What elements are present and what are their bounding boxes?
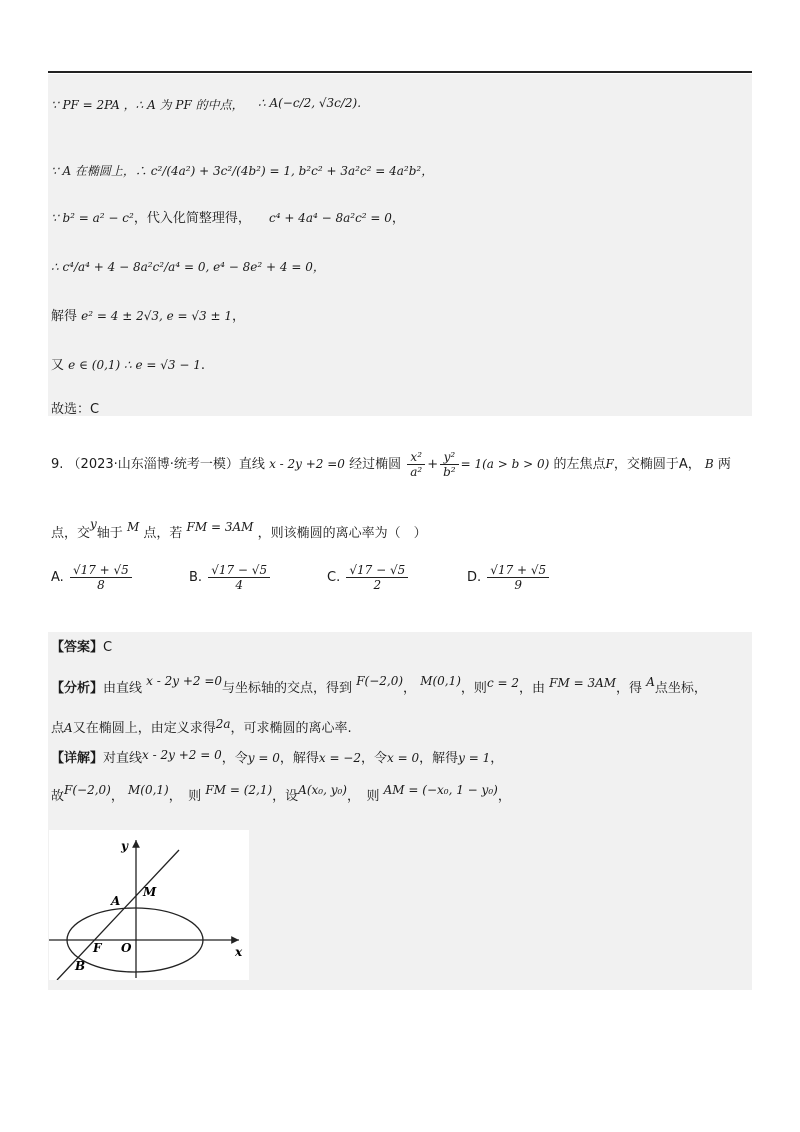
prev-line-2-text: ∵ A 在椭圆上，∴ c²/(4a²) + 3c²/(4b²) = 1, b²c² + 3a²c² = 4a²b²， bbox=[51, 164, 434, 178]
prev-line-3 bbox=[51, 207, 405, 226]
analysis-f: F(−2,0) bbox=[356, 674, 404, 688]
detail2-am: AM = (−x₀, 1 − y₀) bbox=[383, 783, 498, 797]
detail-a: 对直线 bbox=[103, 751, 143, 766]
question-text-c: 的左焦点 bbox=[553, 457, 606, 472]
option-b-label: B. bbox=[189, 570, 203, 585]
option-d[interactable] bbox=[467, 563, 551, 592]
label-x: x bbox=[235, 945, 243, 959]
top-rule bbox=[48, 71, 752, 73]
option-a-label: A. bbox=[51, 570, 64, 585]
prev-line-6-c: . bbox=[200, 358, 206, 373]
label-o: O bbox=[121, 941, 132, 955]
option-c-frac bbox=[346, 563, 408, 592]
label-a: A bbox=[111, 894, 121, 908]
question-line2-b: 轴于 bbox=[96, 526, 123, 541]
analysis-m: M(0,1) bbox=[420, 674, 461, 688]
analysis-vec: FM = 3AM bbox=[549, 676, 617, 690]
detail-x: x = −2 bbox=[318, 751, 361, 765]
detail-tag: 【详解】 bbox=[51, 751, 104, 766]
analysis-h: 点坐标， bbox=[654, 681, 707, 696]
detail2-f: F(−2,0) bbox=[64, 783, 111, 797]
analysis-a: 由直线 bbox=[103, 681, 143, 696]
question-line2-d: ，则该椭圆的离心率为（ ） bbox=[257, 526, 427, 541]
question-text-e: ， bbox=[687, 457, 701, 472]
detail-line-1 bbox=[51, 747, 503, 766]
detail2-e: ， 则 bbox=[346, 789, 380, 804]
option-b-frac bbox=[208, 563, 270, 592]
ellipse-y-term bbox=[440, 450, 459, 479]
prev-line-6-b: e ∈ (0,1) ∴ e = √3 − 1 bbox=[68, 358, 201, 372]
prev-line-6-a: 又 bbox=[51, 358, 65, 373]
analysis-line-1 bbox=[51, 674, 707, 696]
prev-line-1-b: ∴ A(−c/2, √3c/2). bbox=[258, 96, 362, 110]
question-line2-c: 点，若 bbox=[143, 526, 183, 541]
answer-line bbox=[51, 636, 112, 655]
detail2-g: ， bbox=[497, 789, 511, 804]
prev-line-5-c: ， bbox=[232, 309, 246, 324]
ellipse-x-num: x² bbox=[407, 450, 425, 465]
analysis-c2: c = 2 bbox=[486, 676, 519, 690]
option-c-label: C. bbox=[327, 570, 341, 585]
analysis2-2a: 2a bbox=[215, 717, 231, 731]
analysis2-a: 点 bbox=[51, 721, 65, 736]
analysis-g: ，得 bbox=[616, 681, 643, 696]
question-number: 9. bbox=[51, 457, 64, 472]
prev-answer bbox=[51, 398, 99, 417]
question-focus: F bbox=[605, 457, 614, 471]
prev-line-4 bbox=[51, 258, 325, 275]
ellipse-rest: = 1(a > b > 0) bbox=[460, 457, 550, 471]
detail-y1: y = 1 bbox=[458, 751, 491, 765]
option-a[interactable] bbox=[51, 563, 134, 592]
option-c-den: 2 bbox=[373, 578, 382, 592]
label-m: M bbox=[143, 885, 157, 899]
detail-b: ，令 bbox=[221, 751, 248, 766]
prev-line-6 bbox=[51, 354, 205, 373]
detail2-a: 故 bbox=[51, 789, 65, 804]
question-line2-a: 点，交 bbox=[51, 526, 91, 541]
question-text-d: ，交椭圆于 bbox=[613, 457, 679, 472]
option-b-num: √17 − √5 bbox=[208, 563, 270, 578]
prev-line-2 bbox=[51, 162, 433, 179]
detail2-a0: A(x₀, y₀) bbox=[298, 783, 347, 797]
option-c-num: √17 − √5 bbox=[346, 563, 408, 578]
question-line-1: 9. （2023·山东淄博·统考一模）直线 x - 2y +2 =0 经过椭圆 $\frac{\text{x²}}{\text{a²}}$ + $\frac{\text{y²}}{\text{b²}}$ = 1(a > b > 0) 的左焦点F，交椭圆于A， B 两 bbox=[51, 450, 731, 479]
label-f: F bbox=[93, 941, 102, 955]
detail-d: ，令 bbox=[361, 751, 388, 766]
prev-line-4-text: ∴ c⁴/a⁴ + 4 − 8a²c²/a⁴ = 0, e⁴ − 8e² + 4 = 0， bbox=[51, 260, 325, 274]
analysis-pa: A bbox=[646, 675, 655, 689]
question-text-b: 经过椭圆 bbox=[349, 457, 402, 472]
detail2-b: ， bbox=[110, 789, 124, 804]
detail2-m: M(0,1) bbox=[128, 783, 169, 797]
prev-line-1b bbox=[258, 96, 361, 111]
label-b: B bbox=[75, 959, 86, 973]
analysis-c: ， bbox=[403, 681, 417, 696]
detail-e: ，解得 bbox=[419, 751, 459, 766]
analysis2-b: 又在椭圆上，由定义求得 bbox=[72, 721, 216, 736]
question-text-a: 直线 bbox=[238, 457, 265, 472]
question-pt-b: B bbox=[704, 457, 714, 471]
answer-tag: 【答案】 bbox=[51, 640, 104, 655]
question-source: （2023·山东淄博·统考一模） bbox=[67, 457, 239, 472]
question-pt-m: M bbox=[126, 520, 140, 534]
detail-line-2 bbox=[51, 785, 511, 804]
option-b-den: 4 bbox=[235, 578, 243, 592]
detail-f: ， bbox=[490, 751, 504, 766]
option-a-den: 8 bbox=[97, 578, 105, 592]
question-pt-a: A bbox=[678, 457, 688, 472]
detail-y0: y = 0 bbox=[247, 751, 280, 765]
option-d-label: D. bbox=[467, 570, 482, 585]
prev-line-5-a: 解得 bbox=[51, 309, 78, 324]
question-line-2 bbox=[51, 517, 427, 541]
analysis-tag: 【分析】 bbox=[51, 681, 104, 696]
detail2-fm: FM = (2,1) bbox=[205, 783, 273, 797]
analysis-d: ，则 bbox=[460, 681, 487, 696]
question-axis-y: y bbox=[90, 517, 97, 531]
option-d-den: 9 bbox=[514, 578, 523, 592]
ellipse-x-den: a² bbox=[410, 465, 423, 479]
detail-c: ，解得 bbox=[279, 751, 319, 766]
ellipse-y-den: b² bbox=[443, 465, 456, 479]
option-b[interactable] bbox=[189, 563, 272, 592]
option-a-num: √17 + √5 bbox=[70, 563, 132, 578]
prev-line-3-d: ， bbox=[391, 211, 405, 226]
prev-line-3-b: ，代入化简整理得， bbox=[133, 211, 251, 226]
question-vec-cond: FM = 3AM bbox=[186, 520, 254, 534]
question-line-eq: x - 2y +2 =0 bbox=[269, 457, 345, 471]
ellipse-figure bbox=[49, 830, 249, 980]
analysis-eq: x - 2y +2 =0 bbox=[146, 674, 223, 688]
prev-line-3-c: c⁴ + 4a⁴ − 8a²c² = 0 bbox=[268, 211, 392, 225]
question-text-f: 两 bbox=[717, 457, 731, 472]
ellipse-y-num: y² bbox=[440, 450, 459, 465]
detail-eq: x - 2y +2 = 0 bbox=[142, 748, 222, 762]
prev-line-3-a: ∵ b² = a² − c² bbox=[51, 211, 134, 225]
detail2-d: ，设 bbox=[272, 789, 299, 804]
analysis-e: ，由 bbox=[518, 681, 545, 696]
option-d-frac bbox=[487, 563, 549, 592]
prev-line-5 bbox=[51, 305, 245, 324]
prev-line-5-b: e² = 4 ± 2√3, e = √3 ± 1 bbox=[81, 309, 232, 323]
analysis-line-2 bbox=[51, 717, 352, 736]
option-d-num: √17 + √5 bbox=[487, 563, 549, 578]
analysis-b: 与坐标轴的交点，得到 bbox=[222, 681, 353, 696]
ellipse-x-term bbox=[407, 450, 425, 479]
answer-value: C bbox=[103, 640, 113, 655]
detail2-c: ， 则 bbox=[168, 789, 202, 804]
option-a-frac bbox=[70, 563, 132, 592]
analysis2-pa: A bbox=[64, 721, 73, 735]
detail-x0: x = 0 bbox=[387, 751, 420, 765]
option-c[interactable] bbox=[327, 563, 410, 592]
analysis2-c: ，可求椭圆的离心率. bbox=[230, 721, 352, 736]
prev-line-1 bbox=[51, 96, 244, 113]
prev-line-1-a: ∵ PF = 2PA ，∴ A 为 PF 的中点， bbox=[51, 98, 244, 112]
label-y: y bbox=[121, 839, 128, 853]
ellipse-figure-svg bbox=[49, 830, 249, 980]
prev-answer-text: 故选：C bbox=[51, 402, 100, 417]
